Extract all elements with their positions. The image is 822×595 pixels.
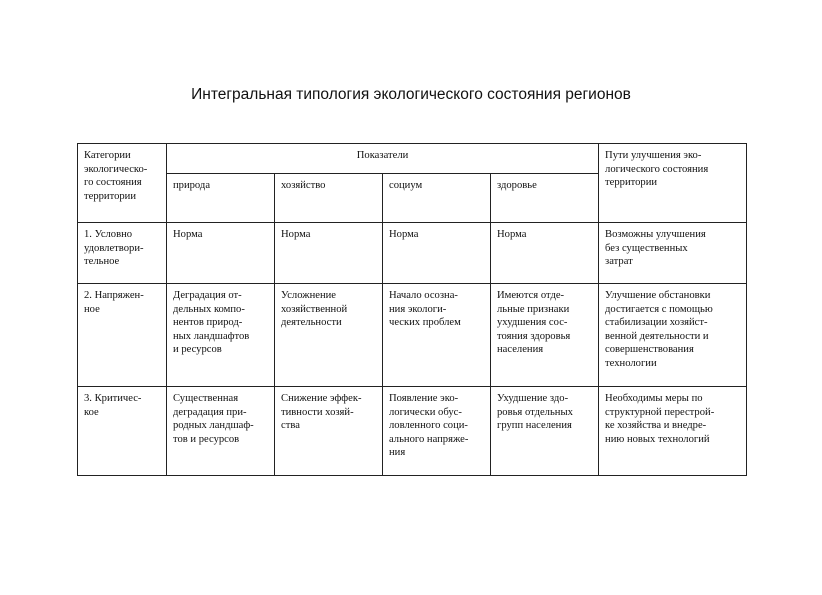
row-economy: Усложнение хозяйственной деятельности bbox=[275, 284, 383, 387]
row-society: Начало осозна- ния экологи- ческих проблем bbox=[383, 284, 491, 387]
row-nature: Норма bbox=[167, 223, 275, 284]
header-nature: природа bbox=[167, 174, 275, 223]
header-economy: хозяйство bbox=[275, 174, 383, 223]
header-indicators: Показатели bbox=[167, 144, 599, 174]
row-economy: Снижение эффек- тивности хозяй- ства bbox=[275, 387, 383, 476]
row-ways: Улучшение обстановки достигается с помощью стабилизации хозяйст- венной деятельности и совершенствования технологии bbox=[599, 284, 747, 387]
row-nature: Существенная деградация при- родных ландшаф- тов и ресурсов bbox=[167, 387, 275, 476]
header-health: здоровье bbox=[491, 174, 599, 223]
row-health: Имеются отде- льные признаки ухудшения сос- тояния здоровья населения bbox=[491, 284, 599, 387]
header-category: Категории экологическо- го состояния территории bbox=[78, 144, 167, 223]
table-row bbox=[78, 284, 747, 387]
row-health: Ухудшение здо- ровья отдельных групп населения bbox=[491, 387, 599, 476]
row-ways: Необходимы меры по структурной перестрой- ке хозяйства и внедре- нию новых технологий bbox=[599, 387, 747, 476]
row-nature: Деградация от- дельных компо- нентов природ- ных ландшафтов и ресурсов bbox=[167, 284, 275, 387]
table-row bbox=[78, 387, 747, 476]
header-ways: Пути улучшения эко- логического состояния территории bbox=[599, 144, 747, 223]
row-health: Норма bbox=[491, 223, 599, 284]
row-category: 2. Напряжен- ное bbox=[78, 284, 167, 387]
table-row bbox=[78, 223, 747, 284]
header-row bbox=[78, 144, 747, 174]
page-title: Интегральная типология экологического состояния регионов bbox=[191, 86, 631, 103]
header-society: социум bbox=[383, 174, 491, 223]
row-society: Появление эко- логически обус- ловленного соци- ального напряже- ния bbox=[383, 387, 491, 476]
row-economy: Норма bbox=[275, 223, 383, 284]
row-category: 3. Критичес- кое bbox=[78, 387, 167, 476]
row-society: Норма bbox=[383, 223, 491, 284]
row-ways: Возможны улучшения без существенных затрат bbox=[599, 223, 747, 284]
typology-table bbox=[77, 143, 747, 476]
row-category: 1. Условно удовлетвори- тельное bbox=[78, 223, 167, 284]
